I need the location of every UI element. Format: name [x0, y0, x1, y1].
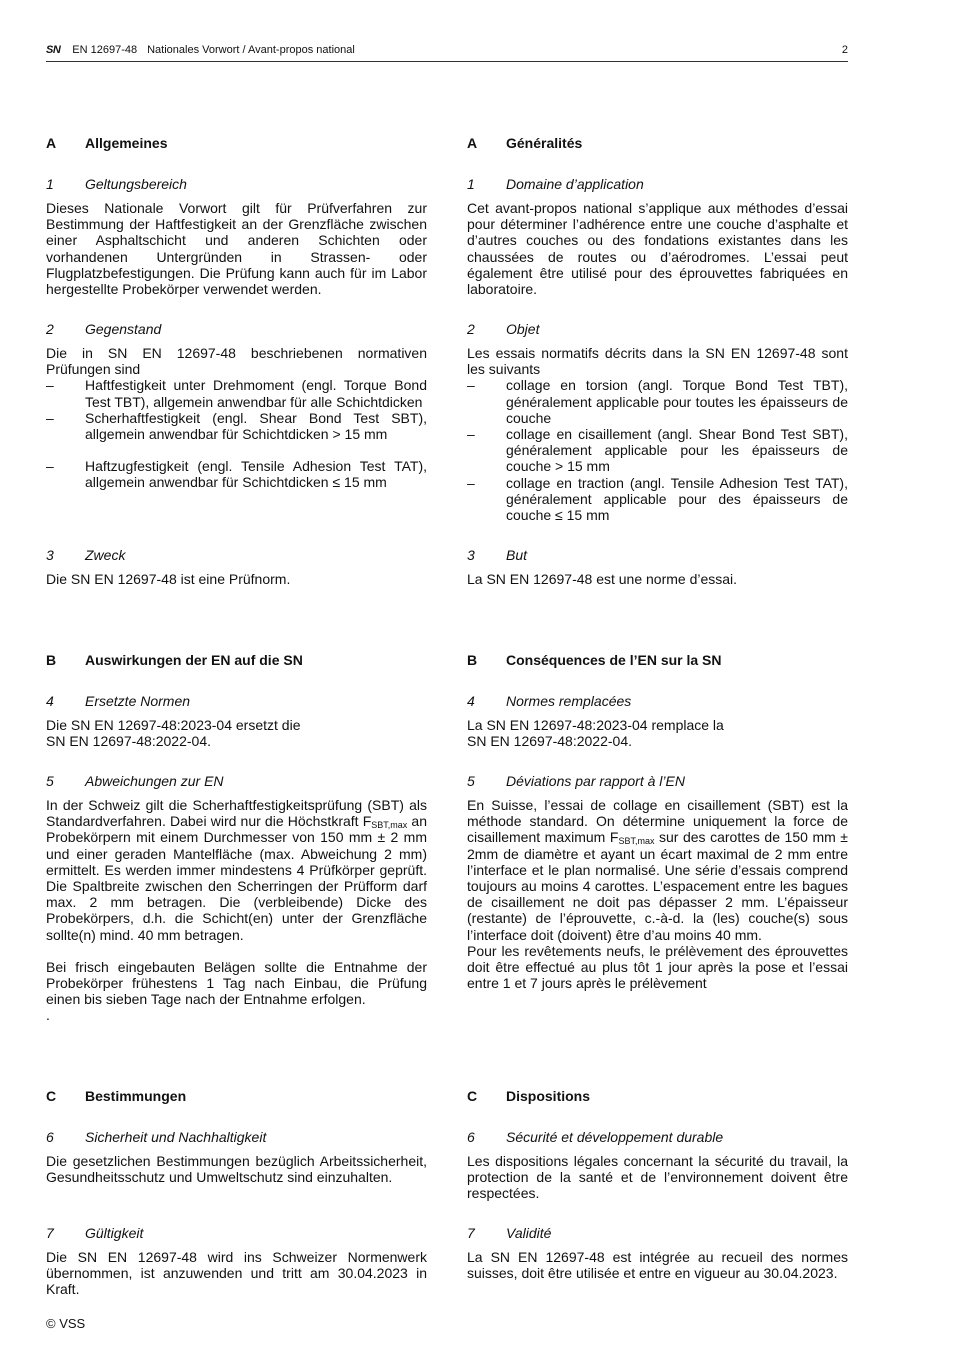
- replaced-standards-text: Die SN EN 12697-48:2023-04 ersetzt die SN EN 12697-48:2022-04.: [46, 717, 301, 750]
- deviations-text: In der Schweiz gilt die Scherhaftfestigkeitsprüfung (SBT) als Standardverfahren. Dabei wird nur die Höchstkraft $F_{SBT,max}$ an Probekörpern mit einem Durchmesser von 150 mm ± 2 mm und einer geraden Mantelfläche (max. Abweichung 2 mm) ermittelt. Es werden immer mindestens 4 Prüfkörper geprüft. Die Spaltbreite zwischen den Scherringen der Prüfform darf max. 2 mm betragen. Die (verbleibende) Dicke des Probekörpers, d.h. die Schicht(en) unter der Grenzfläche sollte(n) mind. 40 mm betragen. Bei frisch eingebauten Belägen sollte die Entnahme der Probekörper frühestens 1 Tag nach Einbau, die Prüfung einen bis sieben Tage nach der Entnahme erfolgen. .: [46, 797, 427, 1024]
- deviations-text: En Suisse, l’essai de collage en cisaillement (SBT) est la méthode standard. On détermine uniquement la force de cisaillement maximum $F_{SBT,max}$ sur des carottes de 150 mm ± 2mm de diamètre et ayant un écart maximal de 2 mm entre l’interface et le plan normalisé. Une série d’essais comprend toujours au moins 4 carottes. L’espacement entre les bagues de cisaillement ne doit pas dépasser 2 mm. L’épaisseur (restante) de l’éprouvette, c.-à-d. la (les) couche(s) sous l’interface doit (doivent) être d’au moins 40 mm. Pour les revêtements neufs, le prélèvement des éprouvettes doit être effectué au plus tôt 1 jour après la pose et l’essai entre 1 et 7 jours après le prélèvement: [467, 797, 848, 992]
- subject-text: Die in SN EN 12697-48 beschriebenen normativen Prüfungen sind – Haftfestigkeit unter Drehmoment (engl. Torque Bond Test TBT), allgemein anwendbar für alle Schichtdicken – Scherhaftfestigkeit (engl. Shear Bond Test SBT), allgemein anwendbar für Schichtdicken > 15 mm – Haftzugfestigkeit (engl. Tensile Adhesion Test TAT), allgemein anwendbar für Schichtdicken ≤ 15 mm: [46, 345, 427, 491]
- subsection-heading-2: 2 Gegenstand: [46, 321, 162, 337]
- subsection-heading-3: 3 But: [467, 547, 528, 563]
- replaced-standards-text: La SN EN 12697-48:2023-04 remplace la SN EN 12697-48:2022-04.: [467, 717, 724, 750]
- page-header: [46, 43, 848, 62]
- list-item: – Haftfestigkeit unter Drehmoment (engl. Torque Bond Test TBT), allgemein anwendbar für alle Schichtdicken: [46, 377, 427, 409]
- subsection-heading-1: 1 Geltungsbereich: [46, 176, 187, 192]
- copyright-footer: © VSS: [46, 1316, 86, 1331]
- list-item: – Haftzugfestigkeit (engl. Tensile Adhesion Test TAT), allgemein anwendbar für Schichtdicken ≤ 15 mm: [46, 458, 427, 490]
- list-item: – collage en traction (angl. Tensile Adhesion Test TAT), généralement applicable pour des épaisseurs de couche ≤ 15 mm: [467, 475, 848, 524]
- safety-text: Les dispositions légales concernant la sécurité du travail, la protection de la santé et de l’environnement doivent être respectées.: [467, 1153, 848, 1202]
- subsection-heading-4: 4 Normes remplacées: [467, 693, 632, 709]
- section-heading-a: A Généralités: [467, 135, 583, 151]
- subsection-heading-3: 3 Zweck: [46, 547, 126, 563]
- section-heading-b: B Conséquences de l’EN sur la SN: [467, 652, 722, 668]
- scope-text: Dieses Nationale Vorwort gilt für Prüfverfahren zur Bestimmung der Haftfestigkeit an der Grenzfläche zwischen einer Asphaltschicht und anderen Schichten oder vorhandenen Untergründen in Strassen- oder Flugplatzbefestigungen. Die Prüfung kann auch für im Labor hergestellte Probekörper verwendet werden.: [46, 200, 427, 298]
- list-item: – Scherhaftfestigkeit (engl. Shear Bond Test SBT), allgemein anwendbar für Schichtdicken > 15 mm: [46, 410, 427, 442]
- subsection-heading-4: 4 Ersetzte Normen: [46, 693, 191, 709]
- section-heading-a: A Allgemeines: [46, 135, 168, 151]
- purpose-text: Die SN EN 12697-48 ist eine Prüfnorm.: [46, 571, 291, 587]
- subsection-heading-1: 1 Domaine d’application: [467, 176, 644, 192]
- subsection-heading-5: 5 Déviations par rapport à l’EN: [467, 773, 685, 789]
- sn-logo: SN: [46, 44, 61, 56]
- subsection-heading-5: 5 Abweichungen zur EN: [46, 773, 224, 789]
- section-heading-b: B Auswirkungen der EN auf die SN: [46, 652, 303, 668]
- test-list: [467, 377, 848, 523]
- purpose-text: La SN EN 12697-48 est une norme d’essai.: [467, 571, 738, 587]
- subsection-heading-6: 6 Sicherheit und Nachhaltigkeit: [46, 1129, 267, 1145]
- subsection-heading-6: 6 Sécurité et développement durable: [467, 1129, 724, 1145]
- header-title: Nationales Vorwort / Avant-propos national: [147, 44, 355, 56]
- subsection-heading-7: 7 Gültigkeit: [46, 1225, 144, 1241]
- validity-text: La SN EN 12697-48 est intégrée au recueil des normes suisses, doit être utilisée et entre en vigueur au 30.04.2023.: [467, 1249, 848, 1282]
- list-item: – collage en cisaillement (angl. Shear Bond Test SBT), généralement applicable pour les épaisseurs de couche > 15 mm: [467, 426, 848, 475]
- subsection-heading-2: 2 Objet: [467, 321, 540, 337]
- section-heading-c: C Dispositions: [467, 1088, 591, 1104]
- safety-text: Die gesetzlichen Bestimmungen bezüglich Arbeitssicherheit, Gesundheitsschutz und Umweltschutz sind einzuhalten.: [46, 1153, 427, 1186]
- page-number: 2: [841, 44, 848, 56]
- test-list: [46, 377, 427, 490]
- subject-text: Les essais normatifs décrits dans la SN EN 12697-48 sont les suivants – collage en torsion (angl. Torque Bond Test TBT), généralement applicable pour toutes les épaisseurs de couche – collage en cisaillement (angl. Shear Bond Test SBT), généralement applicable pour les épaisseurs de couche > 15 mm – collage en traction (angl. Tensile Adhesion Test TAT), généralement applicable pour des épaisseurs de couche ≤ 15 mm: [467, 345, 848, 523]
- section-heading-c: C Bestimmungen: [46, 1088, 187, 1104]
- subsection-heading-7: 7 Validité: [467, 1225, 552, 1241]
- standard-number: EN 12697-48: [72, 44, 138, 56]
- validity-text: Die SN EN 12697-48 wird ins Schweizer Normenwerk übernommen, ist anzuwenden und tritt am 30.04.2023 in Kraft.: [46, 1249, 427, 1298]
- scope-text: Cet avant-propos national s’applique aux méthodes d’essai pour déterminer l’adhérence entre une couche d’asphalte et d’autres couches ou des fondations existantes dans les chaussées de routes ou d’aérodromes. L’essai peut également être utilisé pour des éprouvettes fabriquées en laboratoire.: [467, 200, 848, 298]
- list-item: – collage en torsion (angl. Torque Bond Test TBT), généralement applicable pour toutes les épaisseurs de couche: [467, 377, 848, 426]
